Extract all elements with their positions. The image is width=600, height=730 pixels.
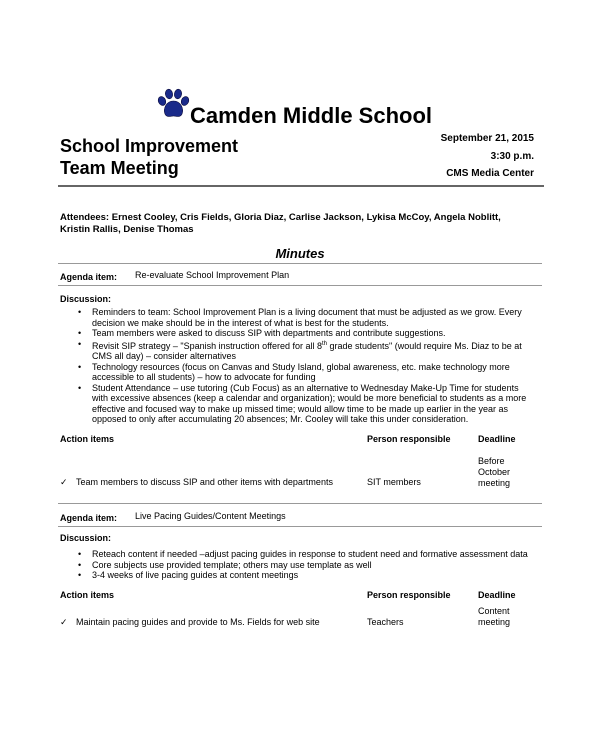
agenda-divider: [58, 526, 542, 527]
school-name: Camden Middle School: [190, 103, 433, 128]
list-item: • Student Attendance – use tutoring (Cub Focus) as an alternative to Wednesday Make-Up Time for students with excessive absences (keep a calendar and organization); would be more beneficial to students as a more effective and focused way to make up missed time; would allow time to be made up earlier in the year as opposed to only after accumulating 20 absences; Mr. Cooley will take this under consideration.: [76, 383, 536, 425]
list-item: • Reminders to team: School Improvement Plan is a living document that must be adjusted as we grow. Every decision we make should be in the interest of what is best for the students.: [76, 307, 536, 328]
list-item: • Revisit SIP strategy – "Spanish instruction offered for all 8th grade students" (would require Ms. Diaz to be at CMS all day) – consider alternatives: [76, 339, 536, 362]
list-item: • 3-4 weeks of live pacing guides at content meetings: [76, 570, 536, 581]
page-title-line1: School Improvement: [60, 136, 239, 156]
header-divider: [58, 185, 544, 187]
agenda-item-value: Re-evaluate School Improvement Plan: [135, 270, 290, 280]
person-responsible: SIT members: [367, 477, 421, 487]
checkmark-icon: ✓: [60, 617, 68, 627]
page-title-line2: Team Meeting: [60, 158, 179, 178]
list-item: • Technology resources (focus on Canvas and Study Island, global awareness, etc. make technology more accessible to all students) – how to advocate for funding: [76, 362, 536, 383]
person-responsible-header: Person responsible: [367, 590, 451, 600]
discussion-label: Discussion:: [60, 533, 112, 543]
meeting-date: September 21, 2015: [440, 133, 534, 144]
agenda-divider: [58, 285, 542, 286]
agenda-item-label: Agenda item:: [60, 513, 118, 523]
action-items-header: Action items: [60, 434, 115, 444]
minutes-heading: Minutes: [275, 246, 325, 261]
agenda-item-value: Live Pacing Guides/Content Meetings: [135, 511, 286, 521]
attendees-list: Attendees: Ernest Cooley, Cris Fields, Gloria Diaz, Carlise Jackson, Lykisa McCoy, Angela Noblitt, Kristin Rallis, Denise Thomas: [60, 212, 501, 235]
meeting-location: CMS Media Center: [446, 168, 534, 179]
person-responsible: Teachers: [367, 617, 404, 627]
agenda-item-label: Agenda item:: [60, 272, 118, 282]
deadline: Content meeting: [478, 606, 511, 627]
section-divider: [58, 503, 542, 504]
list-item: • Team members were asked to discuss SIP with departments and contribute suggestions.: [76, 328, 536, 339]
action-items-header: Action items: [60, 590, 115, 600]
discussion-list: [76, 307, 536, 425]
minutes-divider: [58, 263, 542, 264]
deadline-header: Deadline: [478, 434, 516, 444]
list-item: • Core subjects use provided template; others may use template as well: [76, 560, 536, 571]
meeting-time: 3:30 p.m.: [490, 151, 534, 162]
action-item: Maintain pacing guides and provide to Ms. Fields for web site: [76, 617, 320, 627]
list-item: • Reteach content if needed –adjust pacing guides in response to student need and formative assessment data: [76, 549, 536, 560]
checkmark-icon: ✓: [60, 477, 68, 487]
discussion-list: [76, 549, 536, 581]
action-item: Team members to discuss SIP and other items with departments: [76, 477, 333, 487]
paw-print-icon: [156, 88, 190, 120]
person-responsible-header: Person responsible: [367, 434, 451, 444]
deadline: Before October meeting: [478, 456, 511, 488]
discussion-label: Discussion:: [60, 294, 112, 304]
deadline-header: Deadline: [478, 590, 516, 600]
